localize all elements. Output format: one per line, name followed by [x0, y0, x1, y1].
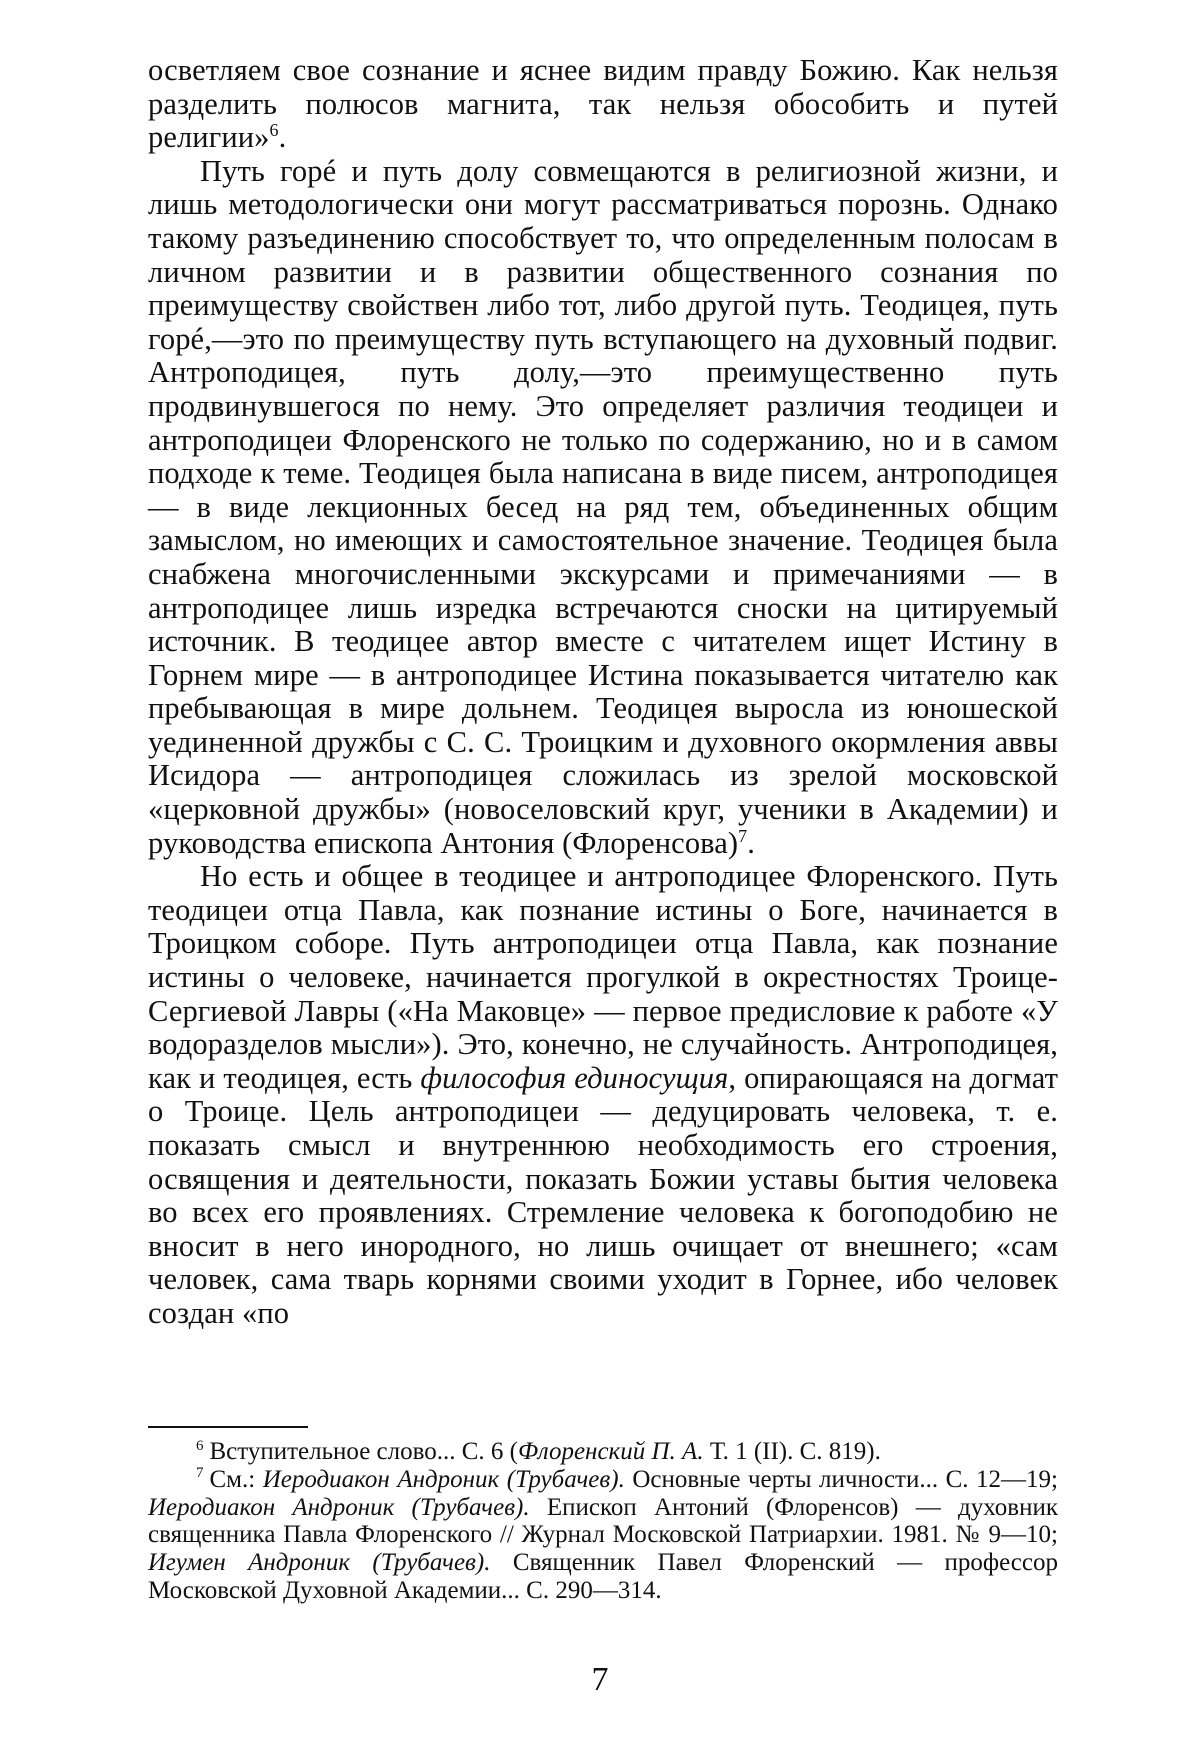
text-run: , опирающаяся на догмат о Троице. Цель антроподицеи — дедуцировать человека, т. е. показать смысл и внутреннюю необходимость его строения, освящения и деятельности, показать Божии уставы бытия человека во всех его проявлениях. Стремление человека к богоподобию не вносит в него инородного, но лишь очищает от внешнего; «сам человек, сама тварь корнями своими уходит в Горнее, ибо человек создан «по — [148, 1060, 1058, 1330]
main-text — [148, 54, 1058, 1331]
text-run: Вступительное слово... С. 6 ( — [209, 1438, 519, 1465]
text-run: . — [747, 825, 756, 860]
text-run: Основные черты личности... С. 12—19; — [624, 1465, 1058, 1493]
footnote-number: 6 — [196, 1437, 204, 1454]
italic-run: Флоренский П. А. — [518, 1438, 704, 1465]
footnote-reference[interactable]: 7 — [738, 825, 748, 846]
text-run: Священник Павел Флоренский — профессор Московской Духовной Академии... С. 290—314. — [148, 1549, 1058, 1604]
paragraph-p3 — [148, 860, 1058, 1330]
text-run: См.: — [209, 1465, 263, 1493]
text-run: Путь горé и путь долу совмещаются в религиозной жизни, и лишь методологически они могут рассматриваться порознь. Однако такому разъединению способствует то, что определенным полосам в личном развитии и в развитии общественного сознания по преимуществу свойствен либо тот, либо другой путь. Теодицея, путь горé,—это по преимуществу путь вступающего на духовный подвиг. Антроподицея, путь долу,—это преимущественно путь продвинувшегося по нему. Это определяет различия теодицеи и антроподицеи Флоренского не только по содержанию, но и в самом подходе к теме. Теодицея была написана в виде писем, антроподицея — в виде лекционных бесед на ряд тем, объединенных общим замыслом, но имеющих и самостоятельное значение. Теодицея была снабжена многочисленными экскурсами и примечаниями — в антроподицее лишь изредка встречаются сноски на цитируемый источник. В теодицее автор вместе с читателем ищет Истину в Горнем мире — в антроподицее Истина показывается читателю как пребывающая в мире дольнем. Теодицея выросла из юношеской уединенной дружбы с С. С. Троицким и духовного окормления аввы Исидора — антроподицея сложилась из зрелой московской «церковной дружбы» (новоселовский круг, ученики в Академии) и руководства епископа Антония (Флоренсова) — [148, 153, 1058, 860]
paragraph-p1 — [148, 54, 1058, 155]
footnote-fn6 — [148, 1438, 1058, 1466]
paragraph-p2 — [148, 155, 1058, 860]
italic-run: Иеродиакон Андроник (Трубачев). — [148, 1493, 530, 1521]
footnote-divider — [148, 1426, 308, 1428]
footnotes-block — [148, 1438, 1058, 1605]
text-run: Епископ Антоний (Флоренсов) — духовник священника Павла Флоренского // Журнал Московской Патриархии. 1981. № 9—10; — [148, 1493, 1058, 1549]
footnote-fn7 — [148, 1466, 1058, 1605]
page-number: 7 — [591, 1661, 609, 1698]
italic-run: философия единосущия — [420, 1060, 729, 1095]
italic-run: Игумен Андроник (Трубачев). — [148, 1549, 491, 1577]
footnote-number: 7 — [196, 1465, 204, 1482]
footnote-reference[interactable]: 6 — [269, 120, 279, 141]
text-run: осветляем свое сознание и яснее видим правду Божию. Как нельзя разделить полюсов магнита, так нельзя обособить и путей религии» — [148, 53, 1058, 155]
text-run: . — [278, 120, 287, 155]
text-run: Но есть и общее в теодицее и антроподицее Флоренского. Путь теодицеи отца Павла, как познание истины о Боге, начинается в Троицком соборе. Путь антроподицеи отца Павла, как познание истины о человеке, начинается прогулкой в окрестностях Троице-Сергиевой Лавры («На Маковце» — первое предисловие к работе «У водоразделов мысли»). Это, конечно, не случайность. Антроподицея, как и теодицея, есть — [148, 859, 1058, 1095]
text-run: Т. 1 (II). С. 819). — [703, 1438, 881, 1465]
italic-run: Иеродиакон Андроник (Трубачев). — [262, 1465, 625, 1493]
page-body — [148, 54, 1058, 1331]
